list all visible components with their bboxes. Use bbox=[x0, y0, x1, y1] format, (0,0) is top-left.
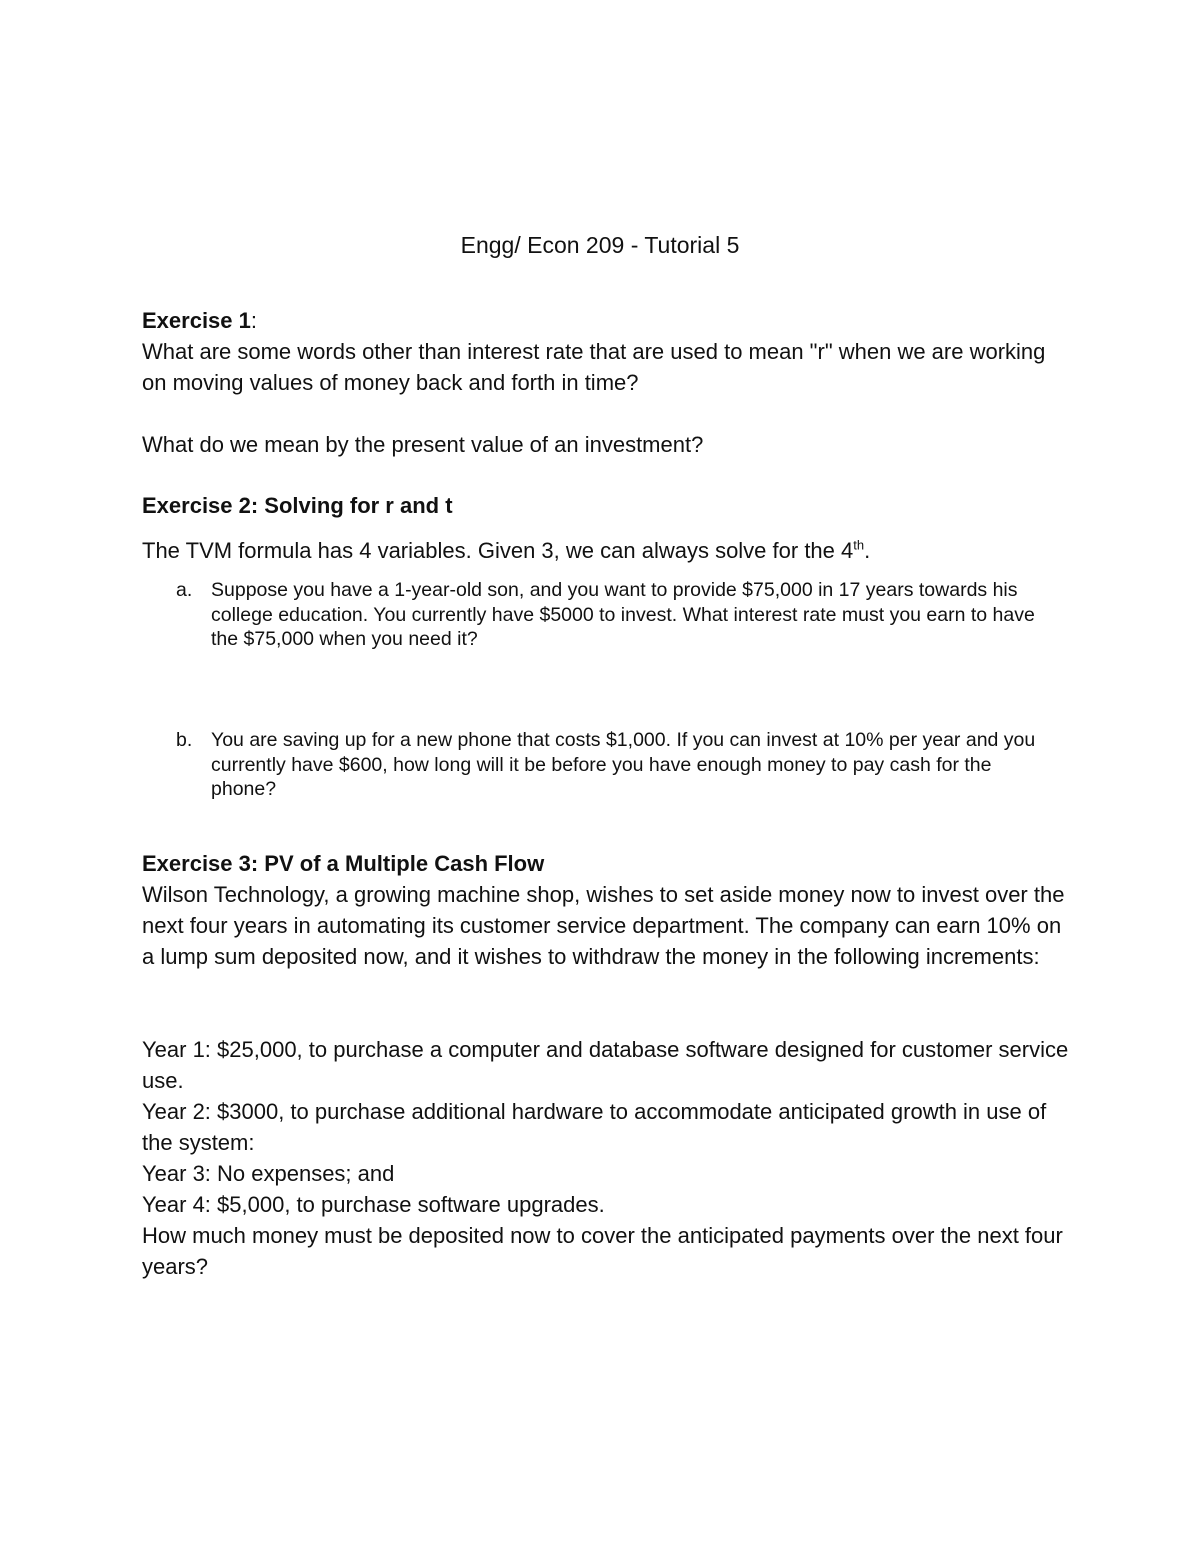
exercise-3-year-1: Year 1: $25,000, to purchase a computer and database software designed for customer service use. bbox=[142, 1037, 1069, 1093]
exercise-3-heading: Exercise 3: PV of a Multiple Cash Flow bbox=[142, 851, 545, 876]
exercise-3 bbox=[142, 848, 1072, 972]
exercise-3-question: How much money must be deposited now to cover the anticipated payments over the next four years? bbox=[142, 1223, 1063, 1279]
exercise-3-year-4: Year 4: $5,000, to purchase software upgrades. bbox=[142, 1192, 605, 1217]
exercise-2-item-a bbox=[176, 578, 1056, 652]
exercise-3-year-3: Year 3: No expenses; and bbox=[142, 1161, 395, 1186]
exercise-1-heading bbox=[142, 305, 1072, 336]
exercise-1 bbox=[142, 305, 1072, 398]
exercise-3-year-2: Year 2: $3000, to purchase additional hardware to accommodate anticipated growth in use of the system: bbox=[142, 1099, 1047, 1155]
exercise-2-intro-superscript: th bbox=[853, 537, 865, 553]
list-marker: a. bbox=[176, 579, 193, 601]
exercise-1-question-2: What do we mean by the present value of an investment? bbox=[142, 432, 704, 457]
exercise-2-item-a-text: Suppose you have a 1-year-old son, and you want to provide $75,000 in 17 years towards his college education. You currently have $5000 to invest. What interest rate must you earn to have the $75,000 when you need it? bbox=[211, 579, 1035, 650]
exercise-1-heading-text: Exercise 1 bbox=[142, 308, 251, 333]
exercise-2-intro-text: The TVM formula has 4 variables. Given 3, we can always solve for the 4 bbox=[142, 538, 854, 563]
exercise-2-item-b bbox=[176, 728, 1056, 802]
exercise-2-heading-block bbox=[142, 490, 1072, 521]
list-marker: b. bbox=[176, 729, 193, 751]
exercise-2-intro bbox=[142, 535, 1072, 566]
exercise-1-question-2-block bbox=[142, 429, 1072, 460]
document-title: Engg/ Econ 209 - Tutorial 5 bbox=[460, 232, 740, 258]
exercise-3-intro: Wilson Technology, a growing machine shop, wishes to set aside money now to invest over the next four years in automating its customer service department. The company can earn 10% on a lump sum deposited now, and it wishes to withdraw the money in the following increments: bbox=[142, 882, 1065, 969]
exercise-2-intro-period: . bbox=[864, 538, 871, 563]
exercise-2-heading: Exercise 2: Solving for r and t bbox=[142, 493, 453, 518]
exercise-1-question-1: What are some words other than interest rate that are used to mean "r" when we are working on moving values of money back and forth in time? bbox=[142, 339, 1046, 395]
exercise-3-years bbox=[142, 1034, 1072, 1282]
exercise-2-intro-block bbox=[142, 535, 1072, 566]
exercise-2-item-b-text: You are saving up for a new phone that costs $1,000. If you can invest at 10% per year and you currently have $600, how long will it be before you have enough money to pay cash for the phone? bbox=[211, 729, 1036, 800]
exercise-1-heading-colon: : bbox=[250, 308, 257, 333]
